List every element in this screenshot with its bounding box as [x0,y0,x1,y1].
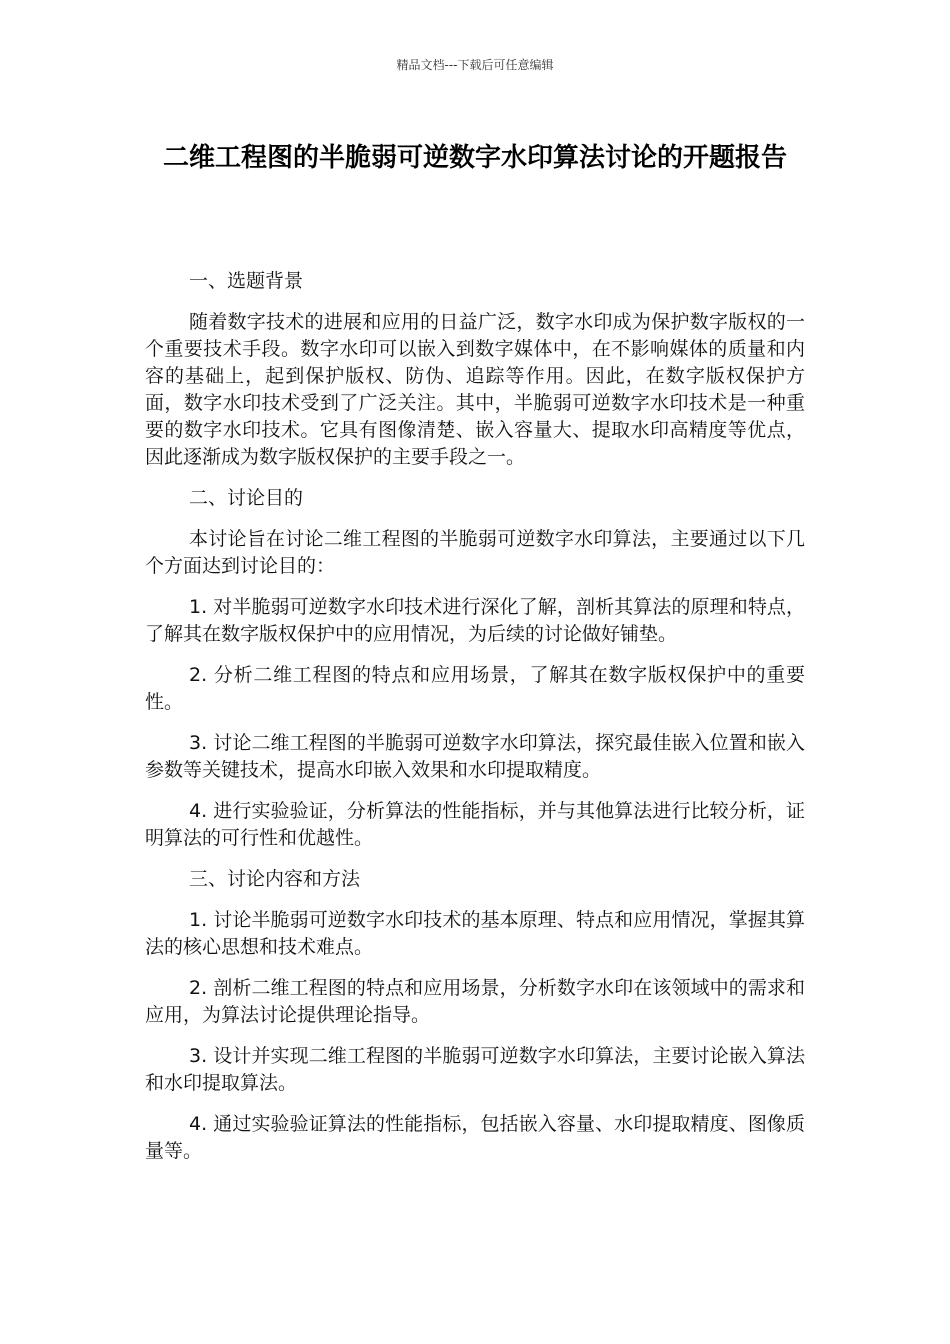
purpose-item: 3. 讨论二维工程图的半脆弱可逆数字水印算法，探究最佳嵌入位置和嵌入参数等关键技术，提高水印嵌入效果和水印提取精度。 [145,732,805,781]
methods-item: 2. 剖析二维工程图的特点和应用场景，分析数字水印在该领域中的需求和应用，为算法讨论提供理论指导。 [145,977,805,1026]
methods-item: 4. 通过实验验证算法的性能指标，包括嵌入容量、水印提取精度、图像质量等。 [145,1113,805,1162]
methods-item: 1. 讨论半脆弱可逆数字水印技术的基本原理、特点和应用情况，掌握其算法的核心思想和技术难点。 [145,909,805,958]
section-heading-background: 一、选题背景 [189,270,304,292]
document-body [145,268,805,1179]
document-title: 二维工程图的半脆弱可逆数字水印算法讨论的开题报告 [162,143,787,173]
background-paragraph: 随着数字技术的进展和应用的日益广泛，数字水印成为保护数字版权的一个重要技术手段。数字水印可以嵌入到数字媒体中，在不影响媒体的质量和内容的基础上，起到保护版权、防伪、追踪等作用。因此，在数字版权保护方面，数字水印技术受到了广泛关注。其中，半脆弱可逆数字水印技术是一种重要的数字水印技术。它具有图像清楚、嵌入容量大、提取水印高精度等优点，因此逐渐成为数字版权保护的主要手段之一。 [145,311,805,468]
purpose-item: 4. 进行实验验证，分析算法的性能指标，并与其他算法进行比较分析，证明算法的可行性和优越性。 [145,800,805,849]
purpose-item: 1. 对半脆弱可逆数字水印技术进行深化了解，剖析其算法的原理和特点，了解其在数字版权保护中的应用情况，为后续的讨论做好铺垫。 [145,596,805,645]
section-heading-purpose: 二、讨论目的 [189,487,304,509]
purpose-item: 2. 分析二维工程图的特点和应用场景，了解其在数字版权保护中的重要性。 [145,664,805,713]
purpose-intro-paragraph: 本讨论旨在讨论二维工程图的半脆弱可逆数字水印算法，主要通过以下几个方面达到讨论目的： [145,528,805,577]
page-header: 精品文档---下载后可任意编辑 [396,58,554,72]
methods-item: 3. 设计并实现二维工程图的半脆弱可逆数字水印算法，主要讨论嵌入算法和水印提取算法。 [145,1045,805,1094]
section-heading-methods: 三、讨论内容和方法 [189,868,361,890]
